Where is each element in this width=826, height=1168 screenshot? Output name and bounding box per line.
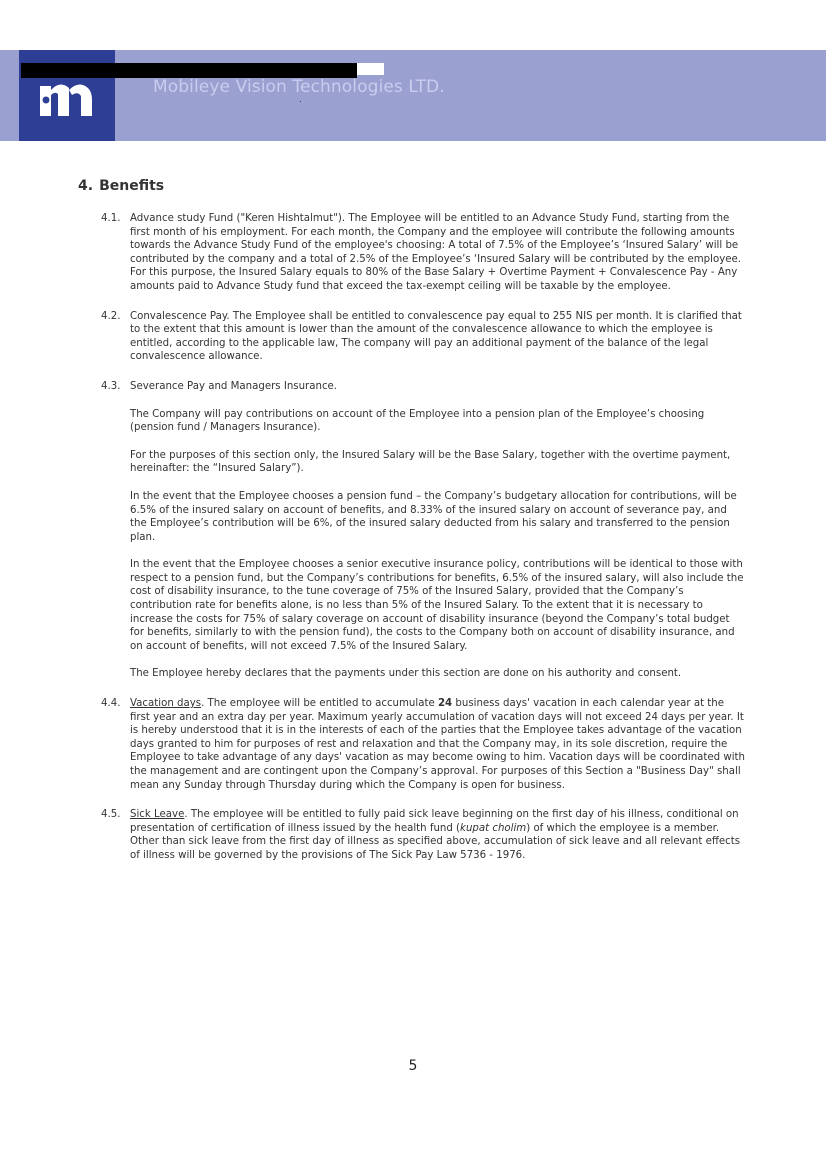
- redaction-white-patch: [357, 63, 384, 75]
- company-name: Mobileye Vision Technologies LTD.: [153, 77, 445, 97]
- clause-paragraph: In the event that the Employee chooses a pension fund – the Company’s budgetary allocation for contributions, will be 6.5% of the insured salary on account of benefits, and 8.33% of the insured salary on account of severance pay, and the Employee’s contribution will be 6%, of the insured salary deducted from his salary and transferred to the pension plan.: [130, 490, 737, 543]
- clause-heading: Sick Leave: [130, 809, 185, 821]
- clause-paragraph: Severance Pay and Managers Insurance.: [130, 380, 338, 392]
- clause-paragraph: In the event that the Employee chooses a senior executive insurance policy, contributions will be identical to those with respect to a pension fund, but the Company’s contributions for benefits, 6.5% of the insured salary, will also include the cost of disability insurance, to the tune coverage of 75% of the Insured Salary, provided that the Company’s contribution rate for benefits alone, is no less than 5% of the Insured Salary. To the extent that it is necessary to increase the costs for 75% of salary coverage on account of disability insurance (beyond the Company’s total budget for benefits, similarly to with the pension fund), the costs to the Company both on account of disability insurance, and on account of benefits, will not exceed 7.5% of the Insured Salary.: [130, 559, 744, 652]
- clause-paragraph: The Employee hereby declares that the payments under this section are done on his authority and consent.: [130, 668, 682, 680]
- clause-paragraph: For the purposes of this section only, the Insured Salary will be the Base Salary, together with the overtime payment, hereinafter: the “Insured Salary”).: [130, 449, 731, 475]
- clause-number: 4.3.: [101, 380, 121, 392]
- clause-4-2: [101, 310, 746, 364]
- vacation-days-count: 24: [437, 698, 453, 710]
- section-heading: Benefits: [99, 178, 165, 194]
- section-number: 4.: [78, 178, 94, 194]
- clause-number: 4.1.: [101, 213, 121, 224]
- document-body: [101, 212, 746, 879]
- clause-heading: Vacation days: [130, 698, 202, 710]
- clause-text: [130, 808, 746, 862]
- clause-number: 4.2.: [101, 310, 121, 322]
- clause-number: 4.4.: [101, 698, 121, 710]
- clause-text: Convalescence Pay. The Employee shall be entitled to convalescence pay equal to 255 NIS per month. It is clarified that to the extent that this amount is lower than the amount of the convalescence allowance to which the employee is entitled, according to the applicable law, The company will pay an additional payment of the balance of the legal convalescence allowance.: [130, 310, 742, 363]
- clause-text: Advance study Fund ("Keren Hishtalmut"). The Employee will be entitled to an Advance Study Fund, starting from the first month of his employment. For each month, the Company and the employee will contribute the following amounts towards the Advance Study Fund of the employee's choosing: A total of 7.5% of the Employee’s ‘Insured Salary’ will be contributed by the company and a total of 2.5% of the Employee’s ‘Insured Salary will be contributed by the employee. For this purpose, the Insured Salary equals to 80% of the Base Salary + Overtime Payment + Convalescence Pay - Any amounts paid to Advance Study fund that exceed the tax-exempt ceiling will be taxable by the employee.: [130, 213, 742, 292]
- clause-italic-term: kupat cholim: [460, 822, 527, 834]
- clause-text-part: . The employee will be entitled to accumulate: [201, 698, 438, 710]
- clause-text-part: business days' vacation in each calendar year at the first year and an extra day per year. Maximum yearly accumulation of vacation days will not exceed 24 days per year. It is hereby understood that it is in the interests of each of the parties that the Employee takes advantage of the vacation days granted to him for purposes of rest and relaxation and that the Company may, in its sole discretion, require the Employee to take advantage of any days' vacation as may become owing to him. Vacation days will be coordinated with the management and are contingent upon the Company’s approval. For purposes of this Section a "Business Day" shall mean any Sunday through Thursday during which the Company is open for business.: [130, 698, 745, 791]
- clause-4-1: [101, 212, 746, 294]
- clause-text-part: . The employee will be entitled to fully paid sick leave beginning on the first day of his illness, conditional on presentation of certification of illness issued by the health fund (: [130, 809, 739, 834]
- clause-text: [130, 697, 746, 792]
- clause-4-5: [101, 808, 746, 862]
- clause-paragraph: The Company will pay contributions on account of the Employee into a pension plan of the Employee’s choosing (pension fund / Managers Insurance).: [130, 408, 705, 434]
- mobileye-m-logo-icon: [36, 76, 98, 116]
- clause-number: 4.5.: [101, 809, 121, 821]
- page-number: 5: [408, 1058, 418, 1074]
- clause-4-3: [101, 380, 746, 681]
- redaction-bar: [21, 63, 357, 78]
- section-title: [78, 178, 164, 194]
- stray-dot: [300, 101, 301, 102]
- clause-4-4: [101, 697, 746, 792]
- clause-text-part: ) of which the employee is a member. Other than sick leave from the first day of illness as specified above, accumulation of sick leave and all relevant effects of illness will be governed by the provisions of The Sick Pay Law 5736 - 1976.: [130, 822, 741, 861]
